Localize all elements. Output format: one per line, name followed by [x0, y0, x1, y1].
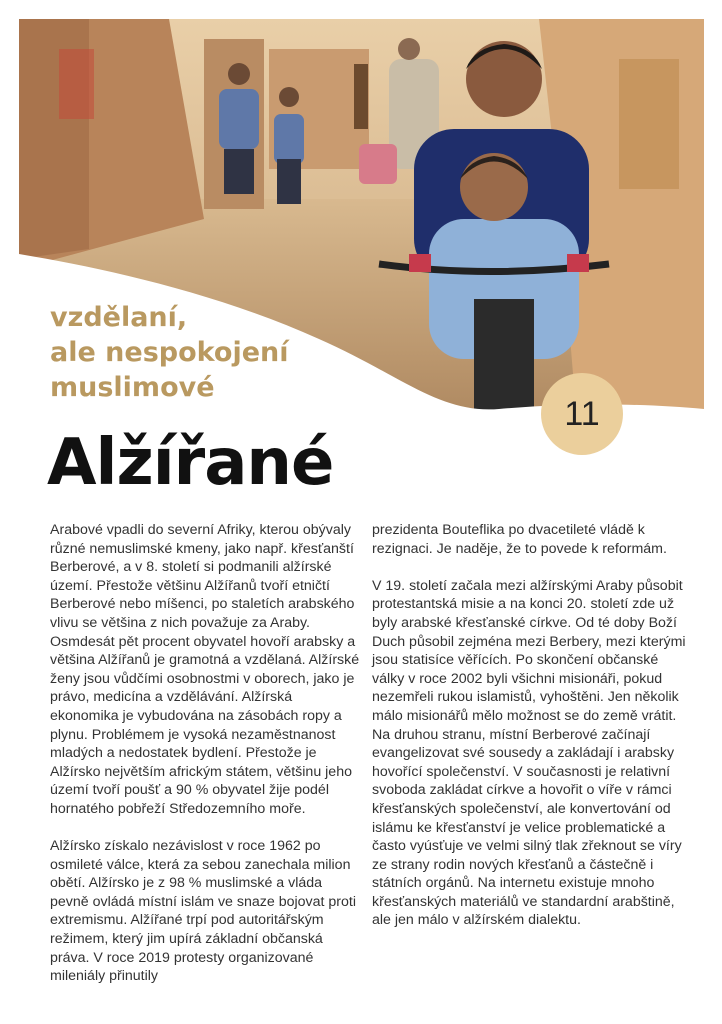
right-paragraph-1: prezidenta Bouteflika po dvacetileté vládě k rezignaci. Je naděje, že to povede k reformám.	[372, 522, 667, 557]
right-column	[372, 521, 686, 949]
left-column	[50, 521, 364, 1004]
left-paragraph-1: Arabové vpadli do severní Afriky, kterou obývaly různé nemuslimské kmeny, jako např. křesťanští Berberové, a v 8. století si podmanili alžírské území. Přestože většinu Alžířanů tvoří etničtí Berberové nebo míšenci, po staletích arabského vlivu se většina z nich považuje za Araby. Osmdesát pět procent obyvatel hovoří arabsky a většina Alžířanů je gramotná a vzdělaná. Alžírské ženy jsou vůdčími osobnostmi v oborech, jako je právo, medicína a vzdělávání. Alžírská ekonomika je vybudována na zásobách ropy a plynu. Problémem je vysoká nezaměstnanost mladých a nedostatek bydlení. Přestože je Alžírsko největším africkým státem, většinu jeho území tvoří poušť a 90 % obyvatel žije podél hornatého pobřeží Středozemního moře.	[50, 522, 360, 817]
subtitle-line-3: muslimové	[50, 372, 215, 403]
left-paragraph-2: Alžírsko získalo nezávislost v roce 1962 po osmileté válce, která za sebou zanechala milion obětí. Alžírsko je z 98 % muslimské a vláda pevně ovládá místní islám ve snaze bojovat proti extremismu. Alžířané trpí pod autoritářským režimem, který jim upírá základní občanská práva. V roce 2019 protesty organizované mileniály přinutily	[50, 838, 356, 985]
right-paragraph-2: V 19. století začala mezi alžírskými Araby působit protestantská misie a na konci 20. století zde už byly arabské křesťanské církve. Od té doby Boží Duch působil zejména mezi Berbery, mezi kterými jsou statisíce věřících. Po skončení občanské války v roce 2002 byli všichni misionáři, pokud nezemřeli rukou islamistů, vyhoštěni. Jen několik málo misionářů mělo možnost se do země vrátit. Na druhou stranu, místní Berberové začínají evangelizovat své sousedy a zakládají i arabsky hovořící společenství. V současnosti je relativní svoboda zakládat církve a hovořit o víře v rámci křesťanských společenství, ale konvertování od islámu ke křesťanství je velice problematické a často vyúsťuje ve velmi silný tlak zřeknout se víry ze strany rodin nových křesťanů a částečně i státních orgánů. Na internetu existuje mnoho křesťanských materiálů ve standardní arabštině, ale jen málo v alžírském dialektu.	[372, 577, 686, 929]
subtitle-line-2: ale nespokojení	[50, 337, 289, 368]
page-number-badge	[541, 373, 623, 455]
subtitle	[50, 300, 370, 405]
page-title: Alžířané	[47, 426, 334, 500]
subtitle-line-1: vzdělaní,	[50, 302, 188, 333]
page-number: 11	[564, 394, 600, 433]
